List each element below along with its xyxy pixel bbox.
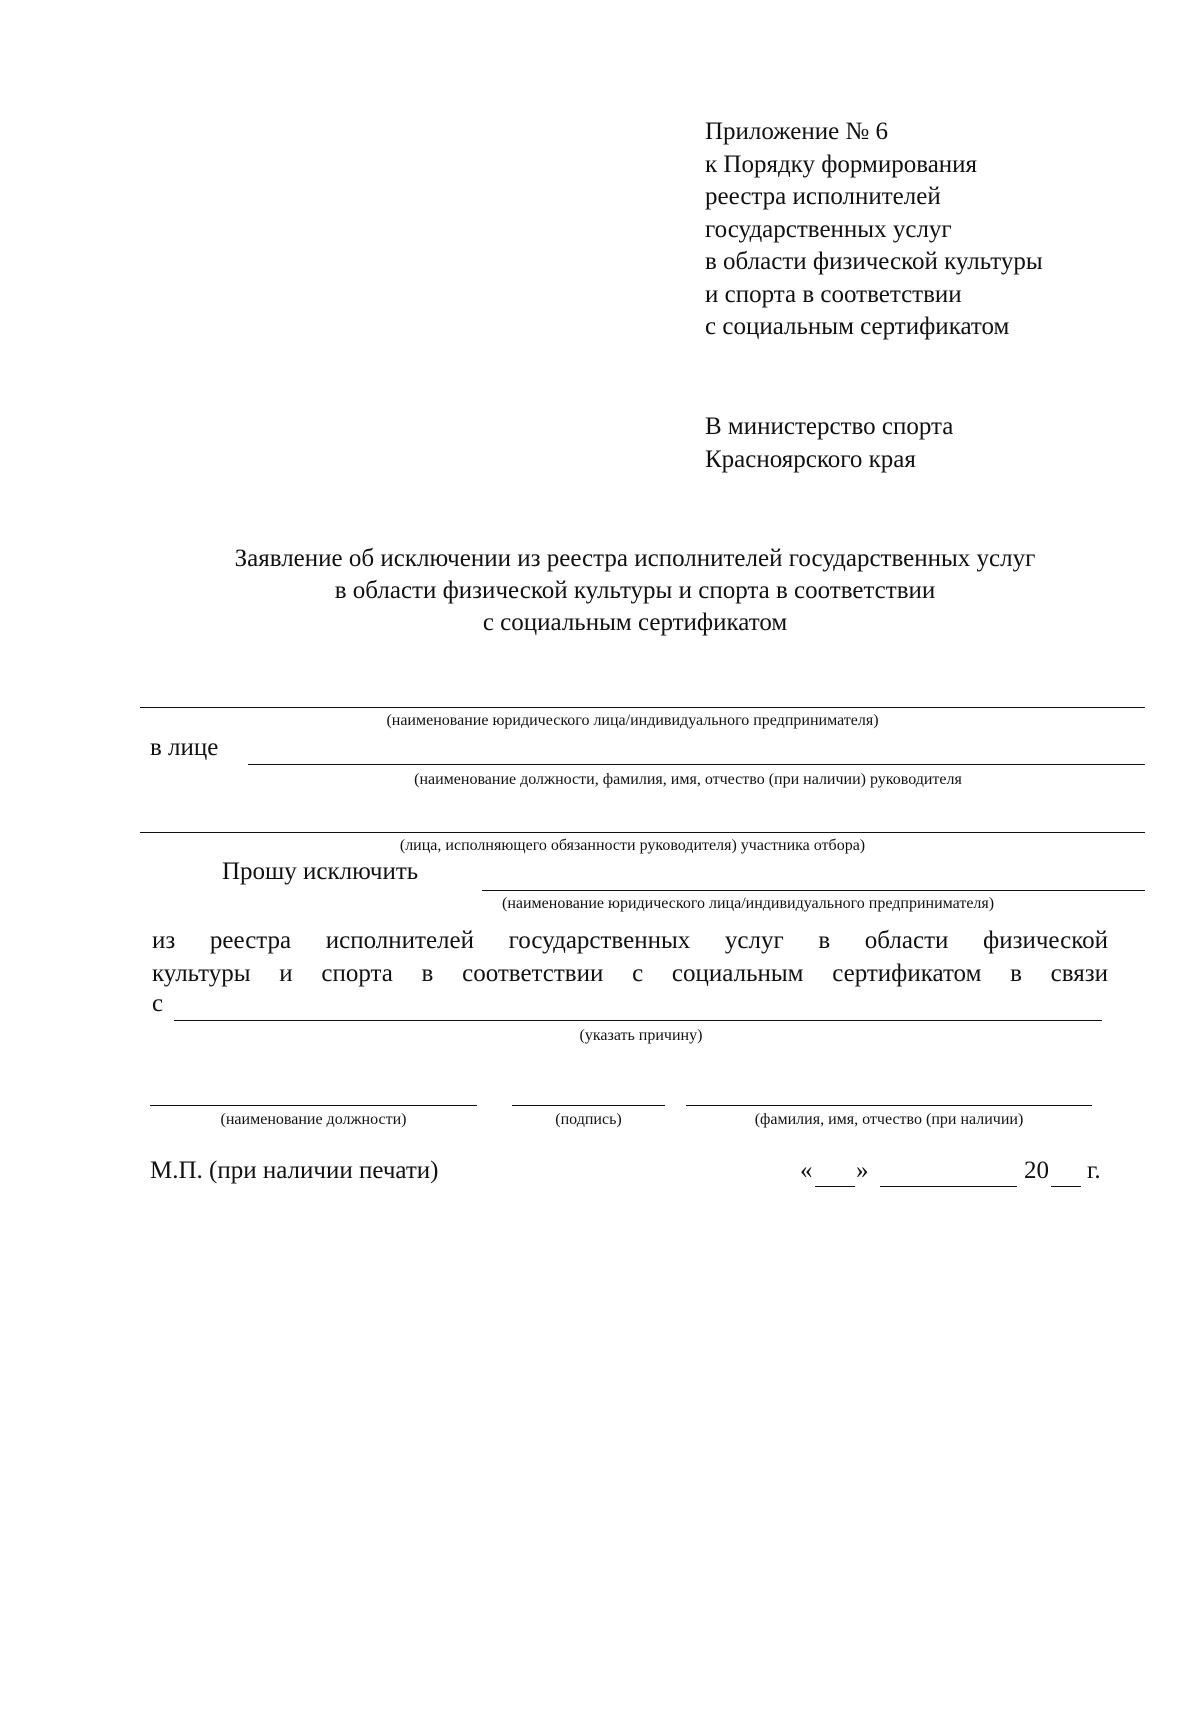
reason-prefix: с (152, 990, 164, 1017)
position-signature-line[interactable] (150, 1105, 477, 1106)
head-name-line[interactable] (248, 764, 1145, 765)
head-name-caption: (наименование должности, фамилия, имя, отчество (при наличии) руководителя (414, 771, 962, 788)
in-person-label: в лице (150, 734, 219, 761)
full-name-line[interactable] (686, 1105, 1092, 1106)
org-name-caption: (наименование юридического лица/индивидуального предпринимателя) (386, 712, 879, 729)
date-year-line[interactable] (1051, 1186, 1081, 1187)
document-title (130, 543, 1140, 639)
position-caption: (наименование должности) (220, 1111, 407, 1128)
org-name-line[interactable] (140, 707, 1145, 708)
appendix-line: с социальным сертификатом (705, 313, 1010, 340)
request-org-line[interactable] (482, 890, 1145, 891)
appendix-line: Приложение № 6 (705, 118, 889, 145)
appendix-block (705, 116, 1043, 344)
date-year-suffix: г. (1087, 1157, 1101, 1184)
appendix-line: в области физической культуры (705, 248, 1043, 275)
addressee-line: В министерство спорта (705, 413, 954, 440)
request-label: Прошу исключить (222, 858, 419, 885)
request-org-caption: (наименование юридического лица/индивидуального предпринимателя) (502, 895, 995, 912)
appendix-line: и спорта в соответствии (705, 280, 962, 308)
date-open-quote: « (800, 1157, 813, 1184)
acting-head-line[interactable] (140, 832, 1145, 833)
sign-line[interactable] (512, 1105, 665, 1106)
stamp-label: М.П. (при наличии печати) (150, 1157, 439, 1184)
sign-caption: (подпись) (555, 1111, 622, 1128)
date-year-prefix: 20 (1024, 1157, 1049, 1184)
reason-line[interactable] (174, 1020, 1102, 1021)
date-day-line[interactable] (815, 1186, 855, 1187)
full-name-caption: (фамилия, имя, отчество (при наличии) (754, 1111, 1024, 1128)
date-close-quote: » (856, 1157, 869, 1184)
reason-caption: (указать причину) (579, 1027, 703, 1044)
addressee-line: Красноярского края (705, 445, 916, 473)
appendix-line: реестра исполнителей (705, 183, 941, 210)
title-line: с социальным сертификатом (482, 609, 788, 636)
appendix-line: государственных услуг (705, 215, 952, 243)
addressee-block (705, 411, 953, 476)
paragraph-line-2: культуры и спорта в соответствии с социальным сертификатом в связи (152, 960, 1108, 987)
paragraph-line-1: из реестра исполнителей государственных услуг в области физической (152, 927, 1108, 954)
acting-head-caption: (лица, исполняющего обязанности руководителя) участника отбора) (399, 837, 866, 854)
date-month-line[interactable] (880, 1186, 1017, 1187)
title-line: в области физической культуры и спорта в соответствии (334, 577, 936, 604)
appendix-line: к Порядку формирования (705, 150, 978, 178)
title-line: Заявление об исключении из реестра исполнителей государственных услуг (234, 545, 1036, 572)
